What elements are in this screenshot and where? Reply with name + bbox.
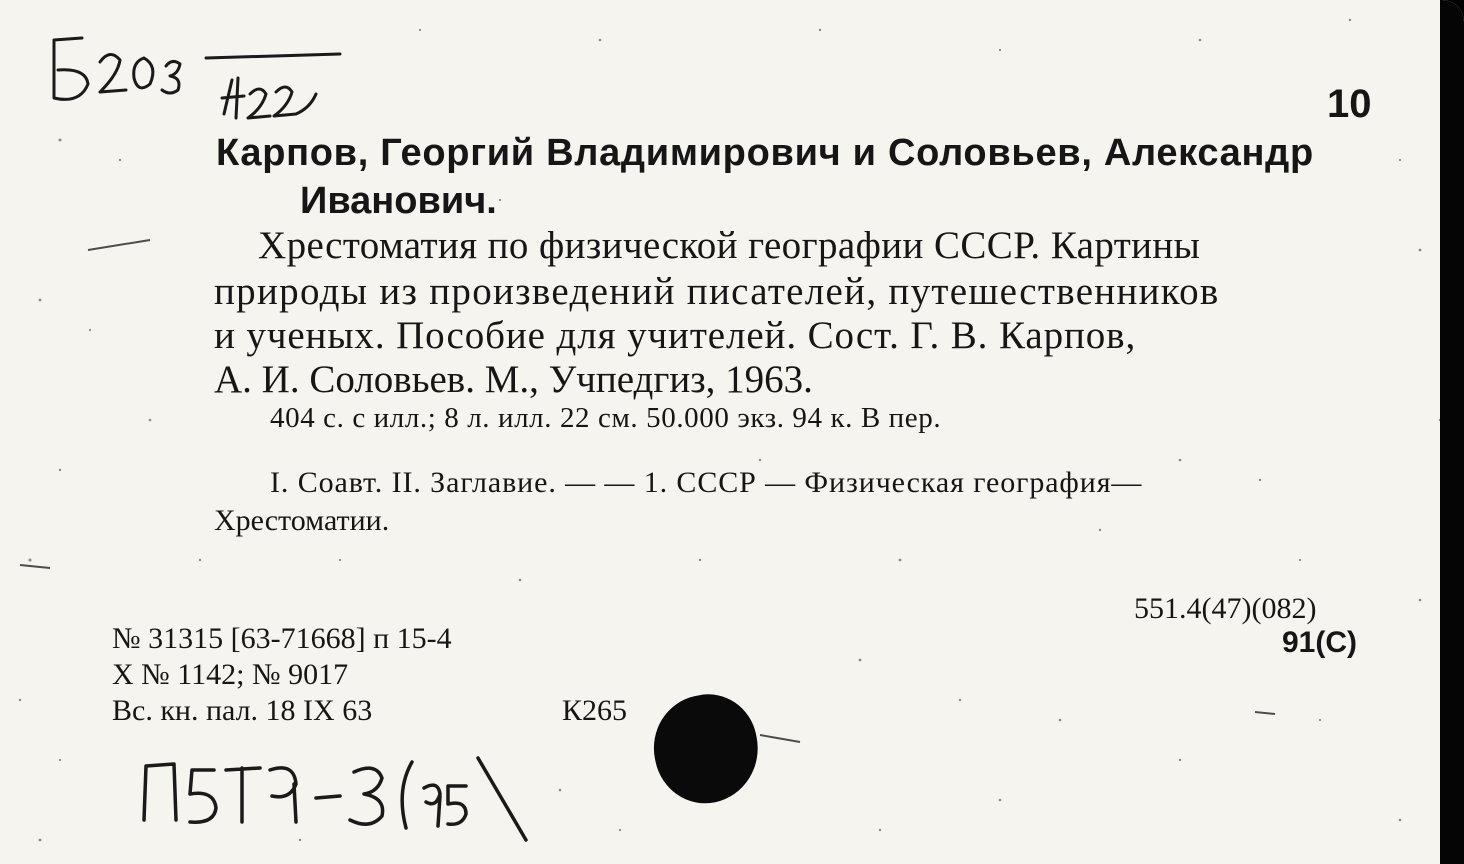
- footer-line-3: Вс. кн. пал. 18 IX 63: [112, 694, 373, 727]
- title-line-2: природы из произведений писателей, путешественников: [214, 270, 1220, 313]
- authors-line-1: Карпов, Георгий Владимирович и Соловьев, Александр: [216, 132, 1314, 174]
- handwritten-shelfmark-top: [40, 18, 360, 128]
- bbk-index: 91(С): [1282, 626, 1358, 659]
- scan-edge: [1440, 0, 1464, 864]
- footer-code: К265: [562, 694, 628, 727]
- title-line-1: Хрестоматия по физической географии СССР. Картины: [258, 224, 1201, 267]
- authors-line-2: Иванович.: [300, 180, 497, 222]
- footer-line-2: X № 1142; № 9017: [112, 658, 349, 691]
- title-line-3: и ученых. Пособие для учителей. Сост. Г. В. Карпов,: [214, 314, 1137, 357]
- tracing-line-2: Хрестоматии.: [214, 504, 390, 537]
- udc-index: 551.4(47)(082): [1134, 592, 1317, 625]
- card-number: 10: [1327, 82, 1372, 126]
- title-line-4: А. И. Соловьев. М., Учпедгиз, 1963.: [214, 358, 813, 401]
- tracing-line-1: I. Соавт. II. Заглавие. — — 1. СССР — Физическая география—: [270, 466, 1143, 499]
- collation-line: 404 с. с илл.; 8 л. илл. 22 см. 50.000 экз. 94 к. В пер.: [270, 402, 942, 434]
- handwritten-shelfmark-bottom: [130, 740, 550, 850]
- footer-line-1: № 31315 [63-71668] п 15-4: [112, 622, 452, 655]
